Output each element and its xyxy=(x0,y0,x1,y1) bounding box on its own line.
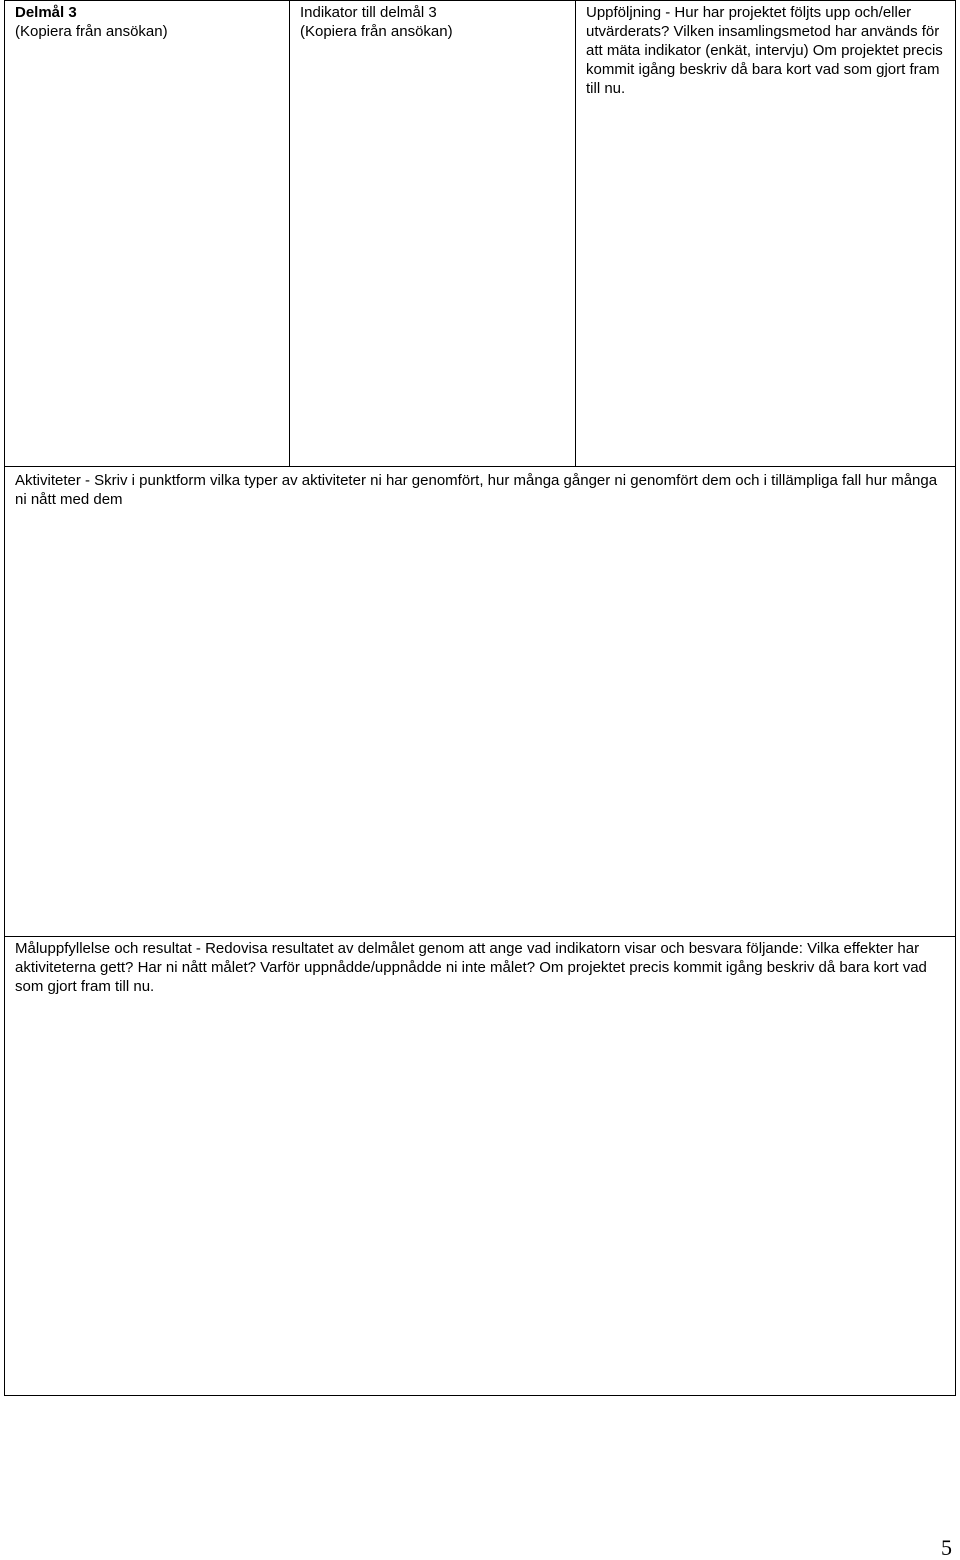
top-row xyxy=(5,1,955,467)
indikator-title: Indikator till delmål 3 xyxy=(300,4,437,21)
delmal-title: Delmål 3 xyxy=(15,4,77,21)
results-text: Måluppfyllelse och resultat - Redovisa resultatet av delmålet genom att ange vad indikatorn visar och besvara följande: Vilka effekter har aktiviteterna gett? Har ni nått målet? Varför uppnådde/uppnådde ni inte målet? Om projektet precis kommit igång beskriv då bara kort vad som gjort fram till nu. xyxy=(15,940,927,995)
page-number: 5 xyxy=(941,1535,952,1560)
uppfoljning-text: Uppföljning - Hur har projektet följts upp och/eller utvärderats? Vilken insamlingsmetod har används för att mäta indikator (enkät, intervju) Om projektet precis kommit igång beskriv då bara kort vad som gjort fram till nu. xyxy=(586,4,943,97)
delmal-cell[interactable] xyxy=(5,1,290,466)
uppfoljning-cell[interactable] xyxy=(576,1,955,466)
indikator-cell[interactable] xyxy=(290,1,576,466)
activities-cell[interactable] xyxy=(5,467,955,937)
results-cell[interactable] xyxy=(5,937,955,1395)
form-table xyxy=(4,0,956,1396)
delmal-subtitle: (Kopiera från ansökan) xyxy=(15,23,168,40)
indikator-subtitle: (Kopiera från ansökan) xyxy=(300,23,453,40)
activities-text: Aktiviteter - Skriv i punktform vilka typer av aktiviteter ni har genomfört, hur många gånger ni genomfört dem och i tillämpliga fall hur många ni nått med dem xyxy=(15,472,938,508)
